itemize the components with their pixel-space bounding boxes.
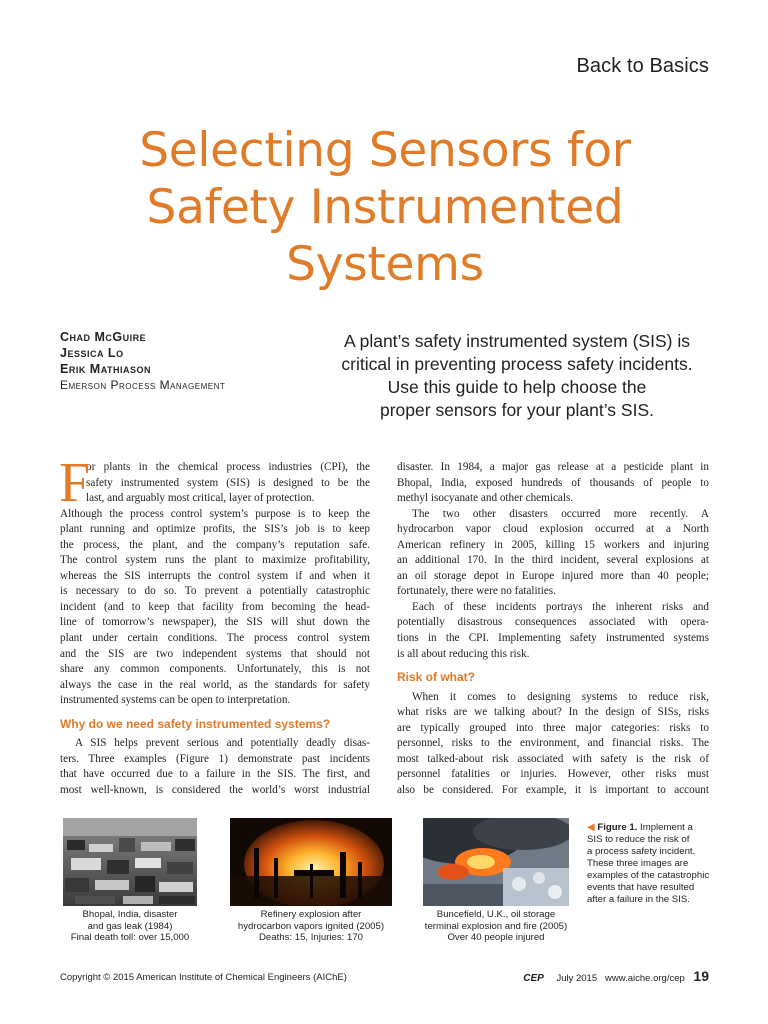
- figure-caption: [587, 822, 717, 906]
- caption-line: SIS to reduce the risk of: [587, 834, 690, 845]
- journal-name: CEP: [523, 973, 544, 984]
- caption-line: examples of the catastrophic: [587, 870, 710, 881]
- caption-line: after a failure in the SIS.: [587, 894, 690, 905]
- title-line: Systems: [286, 237, 484, 292]
- author-name: Chad McGuire: [60, 330, 147, 344]
- body-line: plant running and optimize profits, the SIS’s job is to keep: [60, 523, 370, 536]
- subhead-risk-of-what: Risk of what?: [397, 670, 476, 685]
- body-line: an oil storage depot in Europe injured more than 40 people;: [397, 569, 709, 582]
- caption-line: a process safety incident.: [587, 846, 696, 857]
- body-line: The two other disasters occurred more recently. A: [412, 507, 709, 520]
- bhopal-photo: [63, 818, 197, 906]
- deck-line: A plant’s safety instrumented system (SIS) is: [344, 331, 690, 351]
- photo-caption: [55, 909, 205, 944]
- deck-line: proper sensors for your plant’s SIS.: [380, 400, 654, 420]
- body-line: A SIS helps prevent serious and potentially deadly disas-: [75, 737, 370, 750]
- body-line: methyl isocyanate and other chemicals.: [397, 492, 574, 505]
- caption-line: Final death toll: over 15,000: [70, 932, 190, 943]
- body-column-left: [59, 452, 370, 798]
- photo-caption: [418, 909, 574, 944]
- body-line: Although the process control system’s purpose is to keep the: [60, 507, 370, 520]
- body-line: most talked-about risk associated with safety is the risk of: [397, 752, 709, 765]
- caption-line: hydrocarbon vapors ignited (2005): [237, 920, 385, 932]
- body-line: an additional 170. In the third incident, several explosions at: [397, 554, 709, 567]
- body-line: or plants in the chemical process industries (CPI), the: [86, 461, 370, 473]
- body-line: hydrocarbon vapor cloud explosion occurred at a North: [397, 523, 709, 536]
- body-line: most well-known, is considered the world’s worst industrial: [60, 783, 370, 796]
- journal-url[interactable]: www.aiche.org/cep: [605, 973, 685, 984]
- section-label: Back to Basics: [576, 55, 709, 77]
- body-line: whereas the SIS interrupts the control system if and when it: [60, 569, 370, 582]
- body-line: Each of these incidents portrays the inherent risks and: [412, 600, 709, 613]
- caption-line: Bhopal, India, disaster: [82, 909, 178, 920]
- body-line: is all about reducing this risk.: [397, 647, 530, 660]
- left-arrow-icon: ◀: [587, 822, 595, 833]
- author-name: Jessica Lo: [60, 346, 124, 360]
- caption-line: Buncefield, U.K., oil storage: [436, 909, 556, 920]
- body-line: instrumented systems can be open to interpretation.: [60, 694, 291, 707]
- body-line: fortunately, there were no fatalities.: [397, 585, 556, 598]
- article-title: [60, 122, 710, 293]
- body-line: incident (and to keep that facility from becoming the head-: [60, 600, 370, 613]
- buncefield-photo: [423, 818, 569, 906]
- photo-caption: [222, 909, 400, 944]
- body-line: line of tomorrow’s newspaper), the SIS will shut down the: [60, 616, 370, 629]
- figure-label: Figure 1.: [597, 822, 638, 833]
- body-line: potentially disastrous consequences associated with opera-: [397, 616, 709, 629]
- body-column-right: [397, 460, 709, 798]
- body-line: the process, the plant, and the company’s reputation safe.: [60, 538, 370, 551]
- title-line: Selecting Sensors for: [139, 123, 631, 178]
- body-line: personnel, risks to the environment, and financial risks. The: [397, 737, 709, 750]
- caption-line: Implement a: [640, 822, 693, 833]
- body-line: disaster. In 1984, a major gas release at a pesticide plant in: [397, 461, 709, 473]
- body-line: and the SIS are two independent systems that should not: [60, 647, 370, 660]
- body-line: also be considered. For example, it is important to account: [397, 783, 709, 796]
- caption-line: These three images are: [587, 858, 689, 869]
- subhead-why-sis: Why do we need safety instrumented systems?: [60, 716, 331, 731]
- author-block: [60, 329, 225, 393]
- body-line: tions in the CPI. Implementing safety instrumented systems: [397, 632, 709, 645]
- drop-cap: F: [59, 452, 91, 514]
- body-line: plant under certain conditions. The process control system: [60, 632, 370, 645]
- copyright-notice: Copyright © 2015 American Institute of Chemical Engineers (AIChE): [60, 972, 347, 983]
- body-line: is necessary to do so. To prevent a potentially catastrophic: [60, 585, 370, 598]
- body-line: The control system runs the plant to maximize profitability,: [60, 554, 370, 567]
- author-affiliation: Emerson Process Management: [60, 378, 226, 392]
- caption-line: Deaths: 15, Injuries: 170: [259, 932, 363, 943]
- page-footer: [523, 968, 709, 984]
- body-line: American refinery in 2005, killing 15 workers and injuring: [397, 538, 709, 551]
- caption-line: events that have resulted: [587, 882, 695, 893]
- page-number: 19: [693, 968, 709, 984]
- body-line: safety instrumented system (SIS) is designed to be the: [86, 476, 370, 489]
- caption-line: terminal explosion and fire (2005): [424, 920, 568, 932]
- body-line: what risks are we talking about? In the design of SISs, risks: [397, 706, 709, 719]
- body-line: Bhopal, India, exposed hundreds of thousands of people to: [397, 476, 709, 489]
- issue-date: July 2015: [556, 973, 598, 984]
- caption-line: Refinery explosion after: [260, 909, 362, 920]
- body-line: that have occurred due to a failure in the SIS. The first, and: [60, 768, 370, 781]
- caption-line: and gas leak (1984): [87, 920, 173, 932]
- refinery-explosion-photo: [230, 818, 392, 906]
- body-line: last, and arguably most critical, layer of protection.: [86, 492, 315, 505]
- body-line: When it comes to designing systems to reduce risk,: [412, 690, 709, 703]
- title-line: Safety Instrumented: [146, 180, 624, 235]
- body-line: share any common components. Unfortunately, this is not: [60, 663, 370, 676]
- body-line: ters. Three examples (Figure 1) demonstrate past incidents: [60, 752, 370, 765]
- body-line: are typically grouped into three major categories: risks to: [397, 721, 709, 734]
- article-deck: [322, 330, 712, 422]
- author-name: Erik Mathiason: [60, 362, 152, 376]
- deck-line: critical in preventing process safety incidents.: [341, 354, 693, 374]
- body-line: always the case in the real world, as the standards for safety: [60, 678, 370, 691]
- body-line: personnel fatalities or injuries. However, other risks must: [397, 768, 709, 781]
- deck-line: Use this guide to help choose the: [387, 377, 647, 397]
- caption-line: Over 40 people injured: [447, 932, 545, 943]
